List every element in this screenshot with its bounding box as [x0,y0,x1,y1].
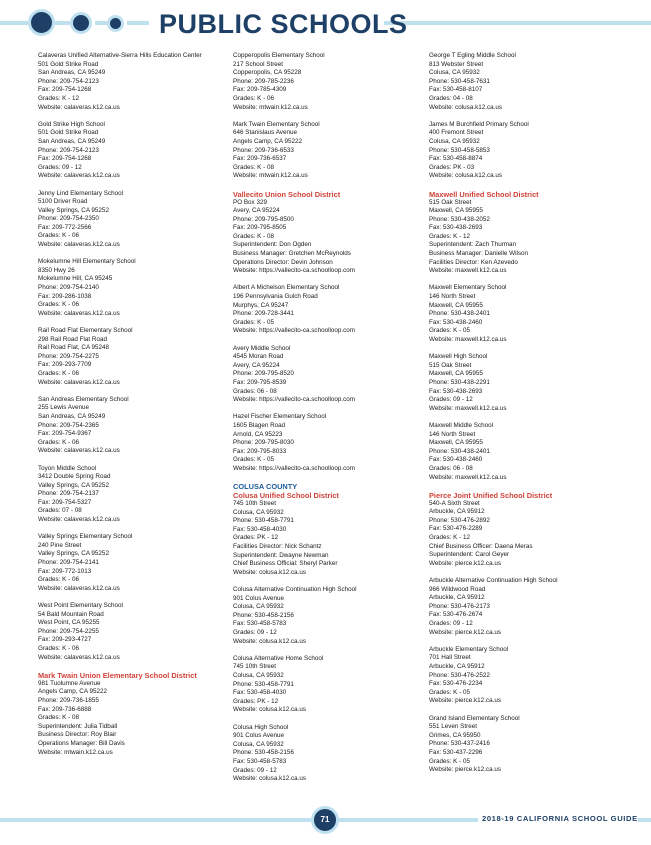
grades-line: Grades: K - 06 [38,232,79,240]
grades-line: Grades: K - 12 [429,232,470,240]
grades-line: Grades: K - 05 [233,318,274,326]
school-entry [38,121,228,181]
phone-line: Phone: 209-754-2140 [38,284,99,292]
grades-line: Grades: 09 - 12 [233,766,277,774]
school-entry [38,258,228,318]
website-line: Website: colusa.k12.ca.us [429,172,503,180]
header-rule-right [384,21,651,25]
entry-line: 745 10th Street [233,500,277,508]
district-heading: Vallecito Union School District [233,189,341,199]
fax-line: Fax: 530-437-2296 [429,748,483,756]
phone-line: Phone: 530-437-2416 [429,740,490,748]
phone-line: Phone: 530-458-5853 [429,146,490,154]
website-line: Website: maxwell.k12.ca.us [429,404,507,412]
phone-line: Phone: 209-785-2236 [233,77,294,85]
entry-line: Murphys, CA 95247 [233,301,289,309]
fax-line: Fax: 209-772-2566 [38,223,92,231]
entry-line: Business Director: Roy Blair [38,731,117,739]
phone-line: Phone: 530-438-2401 [429,447,490,455]
grades-line: Grades: K - 05 [429,327,470,335]
fax-line: Fax: 209-286-1038 [38,292,92,300]
website-line: Website: calaveras.k12.ca.us [38,309,120,317]
school-name: Colusa Alternative Continuation High School [233,586,357,594]
grades-line: Grades: K - 06 [38,369,79,377]
entry-line: Valley Springs, CA 95252 [38,550,109,558]
school-entry [233,52,423,112]
entry-line: 54 Bald Mountain Road [38,610,104,618]
fax-line: Fax: 530-438-2693 [429,387,483,395]
directory-column-2 [233,52,423,792]
fax-line: Fax: 209-795-8539 [233,378,287,386]
phone-line: Phone: 530-476-2892 [429,516,490,524]
grades-line: Grades: K - 05 [429,688,470,696]
website-line: Website: calaveras.k12.ca.us [38,241,120,249]
grades-line: Grades: K - 12 [429,534,470,542]
school-name: Mark Twain Elementary School [233,120,320,128]
website-line: Website: maxwell.k12.ca.us [429,267,507,275]
district-entry [429,190,619,276]
school-entry [233,413,423,473]
school-entry [429,52,619,112]
school-entry [233,586,423,646]
grades-line: Grades: K - 08 [233,232,274,240]
phone-line: Phone: 209-736-1855 [38,696,99,704]
grades-line: Grades: 09 - 12 [38,163,82,171]
entry-line: Business Manager: Danielle Wilson [429,250,529,258]
fax-line: Fax: 530-438-2693 [429,224,483,232]
entry-line: Operations Manager: Bill Davis [38,739,125,747]
entry-line: 515 Oak Street [429,198,472,206]
phone-line: Phone: 209-795-8030 [233,439,294,447]
grades-line: Grades: PK - 03 [429,163,475,171]
website-line: Website: calaveras.k12.ca.us [38,653,120,661]
fax-line: Fax: 209-736-6888 [38,705,92,713]
fax-line: Fax: 209-754-1268 [38,155,92,163]
page-header [0,0,651,48]
fax-line: Fax: 209-795-8505 [233,224,287,232]
school-entry [233,345,423,405]
grades-line: Grades: 06 - 08 [429,464,473,472]
entry-line: Facilities Director: Nick Schantz [233,543,322,551]
entry-line: San Andreas, CA 95249 [38,69,106,77]
district-entry [233,482,423,577]
entry-line: 196 Pennsylvania Gulch Road [233,293,318,301]
header-rule-segment [95,21,107,25]
grades-line: Grades: PK - 12 [233,534,279,542]
guide-title: 2018-19 CALIFORNIA SCHOOL GUIDE [478,814,638,823]
entry-line: 745 10th Street [233,663,277,671]
fax-line: Fax: 530-476-2234 [429,680,483,688]
phone-line: Phone: 209-736-6533 [233,146,294,154]
entry-line: Maxwell, CA 95955 [429,370,483,378]
website-line: Website: pierce.k12.ca.us [429,628,501,636]
school-name: James M Burchfield Primary School [429,120,529,128]
phone-line: Phone: 530-476-2522 [429,671,490,679]
school-entry [38,533,228,593]
school-name: Maxwell High School [429,353,488,361]
entry-line: Superintendent: Zach Thurman [429,241,517,249]
entry-line: 5100 Driver Road [38,198,88,206]
entry-line: PO Box 329 [233,198,267,206]
header-rule-segment [127,21,149,25]
entry-line: 701 Hall Street [429,654,471,662]
phone-line: Phone: 209-754-2365 [38,421,99,429]
website-line: Website: colusa.k12.ca.us [233,568,307,576]
school-entry [429,422,619,482]
school-name: Toyon Middle School [38,464,97,472]
entry-line: 298 Rail Road Flat Road [38,335,107,343]
entry-line: Angels Camp, CA 95222 [233,137,302,145]
fax-line: Fax: 530-458-8107 [429,86,483,94]
entry-line: 400 Fremont Street [429,129,484,137]
entry-line: Avery, CA 95224 [233,361,280,369]
school-name: Maxwell Middle School [429,421,494,429]
grades-line: Grades: K - 06 [233,94,274,102]
entry-line: Angels Camp, CA 95222 [38,688,107,696]
entry-line: Copperopolis, CA 95228 [233,69,302,77]
phone-line: Phone: 209-728-3441 [233,310,294,318]
entry-line: Business Manager: Gretchen McReynolds [233,250,351,258]
school-name: Colusa Alternative Home School [233,654,324,662]
website-line: Website: colusa.k12.ca.us [429,103,503,111]
fax-line: Fax: 530-458-5783 [233,620,287,628]
entry-line: West Point, CA 95255 [38,619,100,627]
fax-line: Fax: 530-476-2674 [429,611,483,619]
website-line: Website: pierce.k12.ca.us [429,766,501,774]
website-line: Website: calaveras.k12.ca.us [38,516,120,524]
entry-line: 217 School Street [233,60,284,68]
school-name: Rail Road Flat Elementary School [38,327,133,334]
school-entry [38,190,228,250]
page-footer [0,806,651,836]
phone-line: Phone: 209-754-2123 [38,77,99,85]
school-name: Colusa High School [233,723,289,731]
entry-line: 551 Leven Street [429,723,477,731]
school-entry [38,396,228,456]
fax-line: Fax: 209-795-8033 [233,447,287,455]
grades-line: Grades: 09 - 12 [233,629,277,636]
website-line: Website: mtwain.k12.ca.us [233,172,308,180]
website-line: Website: colusa.k12.ca.us [233,637,307,645]
grades-line: Grades: 09 - 12 [429,620,473,627]
school-entry [233,121,423,181]
grades-line: Grades: 09 - 12 [429,396,473,404]
entry-line: Colusa, CA 95932 [429,137,480,145]
school-name: Albert A Michelson Elementary School [233,284,340,292]
phone-line: Phone: 209-795-8500 [233,215,294,223]
district-heading: Pierce Joint Unified School District [429,490,553,500]
grades-line: Grades: K - 12 [38,94,79,102]
school-name: West Point Elementary School [38,602,123,609]
grades-line: Grades: K - 08 [38,714,79,722]
page-title: PUBLIC SCHOOLS [159,9,408,39]
entry-line: Maxwell, CA 95955 [429,301,483,309]
entry-line: Chief Business Official: Sheryl Parker [233,560,338,568]
entry-line: 646 Stanislaus Avenue [233,129,297,137]
phone-line: Phone: 530-458-7631 [429,77,490,85]
phone-line: Phone: 530-458-7791 [233,517,294,525]
district-entry [429,491,619,569]
grades-line: Grades: K - 06 [38,576,79,584]
school-name: Calaveras Unified Alternative-Sierra Hills Education Center [38,52,202,59]
grades-line: Grades: K - 06 [38,438,79,446]
fax-line: Fax: 530-476-2289 [429,525,483,533]
district-heading: Colusa Unified School District [233,491,339,501]
fax-line: Fax: 209-736-6537 [233,155,287,163]
district-entry [38,671,228,757]
entry-line: Colusa, CA 95932 [429,69,480,77]
entry-line: 1605 Blagen Road [233,421,286,429]
phone-line: Phone: 209-754-2255 [38,627,99,635]
phone-line: Phone: 530-438-2291 [429,378,490,386]
school-name: George T Egling Middle School [429,52,516,59]
entry-line: 901 Colus Avenue [233,732,284,740]
fax-line: Fax: 209-754-5327 [38,498,92,506]
entry-line: Arbuckle, CA 95912 [429,594,485,602]
entry-line: 146 North Street [429,430,476,438]
school-name: Hazel Fischer Elementary School [233,413,327,421]
grades-line: Grades: K - 06 [38,644,79,652]
entry-line: Colusa, CA 95932 [233,671,284,679]
website-line: Website: mtwain.k12.ca.us [38,748,113,756]
school-name: Gold Strike High School [38,120,105,128]
website-line: Website: https://vallecito-ca.schoolloop.com [233,327,356,335]
website-line: Website: https://vallecito-ca.schoolloop.com [233,267,356,275]
entry-line: Avery, CA 95224 [233,207,280,215]
fax-line: Fax: 209-293-4727 [38,636,92,644]
header-dot-small [107,15,124,32]
website-line: Website: maxwell.k12.ca.us [429,473,507,481]
school-entry [429,353,619,413]
school-entry [429,715,619,775]
phone-line: Phone: 530-438-2401 [429,310,490,318]
entry-line: Valley Springs, CA 95252 [38,206,109,214]
school-entry [233,724,423,784]
footer-rule-left [0,818,311,822]
phone-line: Phone: 530-438-2052 [429,215,490,223]
phone-line: Phone: 530-476-2173 [429,602,490,610]
school-entry [38,327,228,387]
entry-line: 501 Gold Strike Road [38,129,99,137]
entry-line: 515 Oak Street [429,361,472,369]
phone-line: Phone: 209-754-2275 [38,352,99,360]
directory-column-1 [38,52,228,766]
phone-line: Phone: 209-754-2137 [38,490,99,498]
grades-line: Grades: 07 - 08 [38,507,82,515]
phone-line: Phone: 530-458-2156 [233,749,294,757]
entry-line: 8350 Hwy 26 [38,266,75,274]
school-name: Grand Island Elementary School [429,714,520,722]
entry-line: 501 Gold Strike Road [38,60,99,68]
phone-line: Phone: 209-754-2350 [38,215,99,223]
fax-line: Fax: 209-772-1013 [38,567,92,575]
entry-line: Superintendent: Carol Geyer [429,551,510,559]
school-entry [38,465,228,525]
fax-line: Fax: 530-458-4030 [233,689,287,697]
school-entry [38,52,228,112]
entry-line: Maxwell, CA 95955 [429,207,483,215]
school-entry [429,121,619,181]
page-number: 71 [311,806,339,834]
fax-line: Fax: 209-785-4309 [233,86,287,94]
website-line: Website: pierce.k12.ca.us [429,559,501,567]
school-name: Maxwell Elementary School [429,284,507,292]
entry-line: 4545 Moran Road [233,353,284,361]
school-name: Arbuckle Alternative Continuation High School [429,577,558,585]
website-line: Website: calaveras.k12.ca.us [38,172,120,180]
fax-line: Fax: 530-438-2460 [429,318,483,326]
school-entry [429,577,619,637]
grades-line: Grades: K - 08 [233,163,274,171]
entry-line: Colusa, CA 95932 [233,603,284,611]
entry-line: Arbuckle, CA 95912 [429,662,485,670]
district-entry [233,190,423,276]
school-entry [38,602,228,662]
school-name: Valley Springs Elementary School [38,533,133,541]
entry-line: Valley Springs, CA 95252 [38,481,109,489]
entry-line: Colusa, CA 95932 [233,740,284,748]
school-entry [233,655,423,715]
school-name: Mokelumne Hill Elementary School [38,258,136,266]
entry-line: 3412 Double Spring Road [38,473,111,481]
fax-line: Fax: 530-458-8874 [429,155,483,163]
entry-line: Superintendent: Dwayne Newman [233,551,329,559]
phone-line: Phone: 209-754-2123 [38,146,99,154]
entry-line: Maxwell, CA 95955 [429,439,483,447]
entry-line: Superintendent: Julia Tidball [38,722,118,730]
entry-line: 255 Lewis Avenue [38,404,89,412]
school-name: Jenny Lind Elementary School [38,189,124,197]
fax-line: Fax: 530-438-2460 [429,456,483,464]
school-name: Arbuckle Elementary School [429,645,509,653]
entry-line: Superintendent: Don Ogden [233,241,312,249]
fax-line: Fax: 209-754-1268 [38,86,92,94]
entry-line: 966 Wildwood Road [429,585,486,593]
fax-line: Fax: 530-458-4030 [233,525,287,533]
entry-line: Chief Business Officer: Daena Meras [429,542,533,550]
header-rule-left [0,21,28,25]
website-line: Website: calaveras.k12.ca.us [38,447,120,455]
school-name: Avery Middle School [233,344,291,352]
entry-line: San Andreas, CA 95249 [38,137,106,145]
entry-line: 540-A Sixth Street [429,499,480,507]
website-line: Website: colusa.k12.ca.us [233,706,307,714]
entry-line: Rail Road Flat, CA 95248 [38,344,110,352]
phone-line: Phone: 530-458-7791 [233,680,294,688]
phone-line: Phone: 209-754-2141 [38,559,99,567]
district-heading: Maxwell Unified School District [429,189,539,199]
entry-line: San Andreas, CA 95249 [38,412,106,420]
entry-line: 240 Pine Street [38,541,82,549]
fax-line: Fax: 530-458-5783 [233,757,287,765]
entry-line: Facilities Director: Ken Azevedo [429,258,518,266]
website-line: Website: maxwell.k12.ca.us [429,336,507,343]
entry-line: 146 North Street [429,293,476,301]
grades-line: Grades: PK - 12 [233,697,279,705]
entry-line: Grimes, CA 95950 [429,731,481,739]
header-dot-medium [70,12,92,34]
website-line: Website: colusa.k12.ca.us [233,775,307,783]
phone-line: Phone: 209-795-8520 [233,370,294,378]
website-line: Website: https://vallecito-ca.schoolloop.com [233,396,356,404]
district-heading: Mark Twain Union Elementary School District [38,670,197,680]
phone-line: Phone: 530-458-2156 [233,611,294,619]
grades-line: Grades: K - 06 [38,301,79,309]
header-dot-large [28,9,55,36]
entry-line: Operations Director: Devin Johnson [233,258,333,266]
entry-line: 901 Colus Avenue [233,594,284,602]
entry-line: Arnold, CA 95223 [233,430,283,438]
grades-line: Grades: 04 - 08 [429,94,473,102]
school-name: Copperopolis Elementary School [233,52,325,59]
directory-column-3 [429,52,619,783]
school-entry [429,284,619,344]
website-line: Website: calaveras.k12.ca.us [38,103,120,111]
entry-line: Arbuckle, CA 95912 [429,508,485,516]
website-line: Website: calaveras.k12.ca.us [38,378,120,386]
grades-line: Grades: K - 05 [233,456,274,464]
website-line: Website: mtwain.k12.ca.us [233,103,308,111]
grades-line: Grades: 06 - 08 [233,387,277,395]
entry-line: Colusa, CA 95932 [233,508,284,516]
fax-line: Fax: 209-754-9367 [38,430,92,438]
school-name: San Andreas Elementary School [38,395,129,403]
county-heading: COLUSA COUNTY [233,482,298,492]
website-line: Website: pierce.k12.ca.us [429,697,501,705]
website-line: Website: https://vallecito-ca.schoolloop.com [233,464,356,472]
entry-line: 813 Webster Street [429,60,484,68]
school-entry [429,646,619,706]
entry-line: Mokelumne Hill, CA 95245 [38,275,113,283]
fax-line: Fax: 209-293-7709 [38,361,92,369]
entry-line: 981 Tuolumne Avenue [38,679,101,687]
website-line: Website: calaveras.k12.ca.us [38,584,120,592]
grades-line: Grades: K - 05 [429,757,470,765]
school-entry [233,284,423,336]
